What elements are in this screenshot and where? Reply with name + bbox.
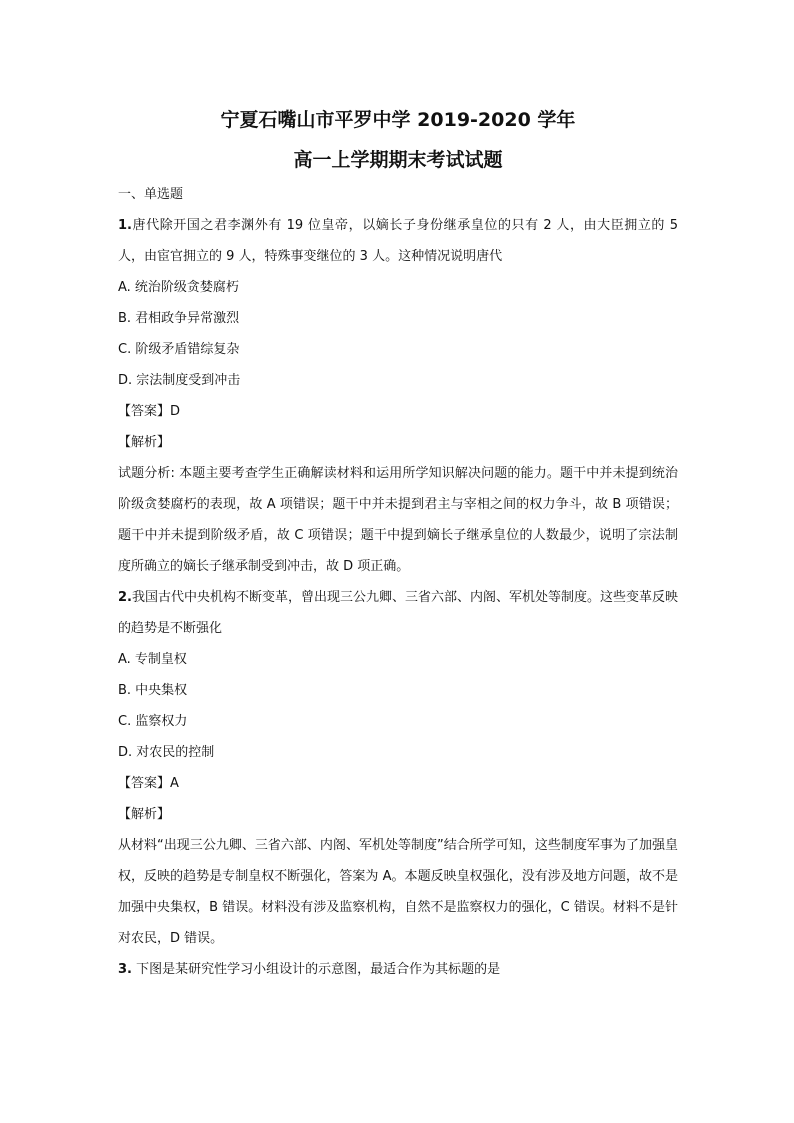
- question-2-analysis: 从材料“出现三公九卿、三省六部、内阁、军机处等制度”结合所学可知，这些制度军事为了加强皇权，反映的趋势是专制皇权不断强化，答案为 A。本题反映皇权强化，没有涉及地方问题，故不是加强中央集权，B 错误。材料没有涉及监察机构，自然不是监察权力的强化，C 错误。材料不是针对农民，D 错误。: [118, 838, 678, 946]
- question-2-analysis-label: 【解析】: [118, 807, 171, 822]
- document-title-line1: 宁夏石嘴山市平罗中学 2019-2020 学年: [220, 109, 576, 131]
- question-2-answer: [118, 768, 678, 799]
- question-3-text: 下图是某研究性学习小组设计的示意图，最适合作为其标题的是: [131, 962, 501, 977]
- question-1-text: 唐代除开国之君李渊外有 19 位皇帝，以嫡长子身份继承皇位的只有 2 人，由大臣拥立的 5 人，由宦官拥立的 9 人，特殊事变继位的 3 人。这种情况说明唐代: [118, 218, 678, 264]
- question-2-stem: [118, 582, 678, 644]
- question-2-text: 我国古代中央机构不断变革，曾出现三公九卿、三省六部、内阁、军机处等制度。这些变革反映的趋势是不断强化: [118, 590, 678, 636]
- answer-value: D: [170, 404, 181, 419]
- answer-label: 【答案】: [118, 404, 171, 419]
- question-2-option-a: A. 专制皇权: [118, 652, 187, 667]
- question-1-analysis-label: 【解析】: [118, 435, 171, 450]
- question-3-number: 3.: [118, 962, 132, 977]
- question-1-answer: [118, 396, 678, 427]
- section-heading: 一、单选题: [118, 187, 184, 202]
- question-2-option-b: B. 中央集权: [118, 683, 188, 698]
- question-1-option-a: A. 统治阶级贪婪腐朽: [118, 280, 239, 295]
- question-2-number: 2.: [118, 590, 132, 605]
- document-page: [118, 100, 678, 985]
- question-1-stem: [118, 210, 678, 272]
- answer-value: A: [170, 776, 179, 791]
- question-1-option-b: B. 君相政争异常激烈: [118, 311, 240, 326]
- question-1-analysis: 试题分析: 本题主要考查学生正确解读材料和运用所学知识解决问题的能力。题干中并未提到统治阶级贪婪腐朽的表现，故 A 项错误；题干中并未提到君主与宰相之间的权力争斗，故 B 项错误；题干中并未提到阶级矛盾，故 C 项错误；题干中提到嫡长子继承皇位的人数最少，说明了宗法制度所确立的嫡长子继承制受到冲击，故 D 项正确。: [118, 466, 678, 574]
- question-1-option-c: C. 阶级矛盾错综复杂: [118, 342, 240, 357]
- question-2-option-d: D. 对农民的控制: [118, 745, 215, 760]
- question-2-option-c: C. 监察权力: [118, 714, 188, 729]
- answer-label: 【答案】: [118, 776, 171, 791]
- question-1-option-d: D. 宗法制度受到冲击: [118, 373, 241, 388]
- question-3-stem: [118, 954, 678, 985]
- question-1-number: 1.: [118, 218, 132, 233]
- document-title-line2: 高一上学期期末考试试题: [293, 149, 503, 171]
